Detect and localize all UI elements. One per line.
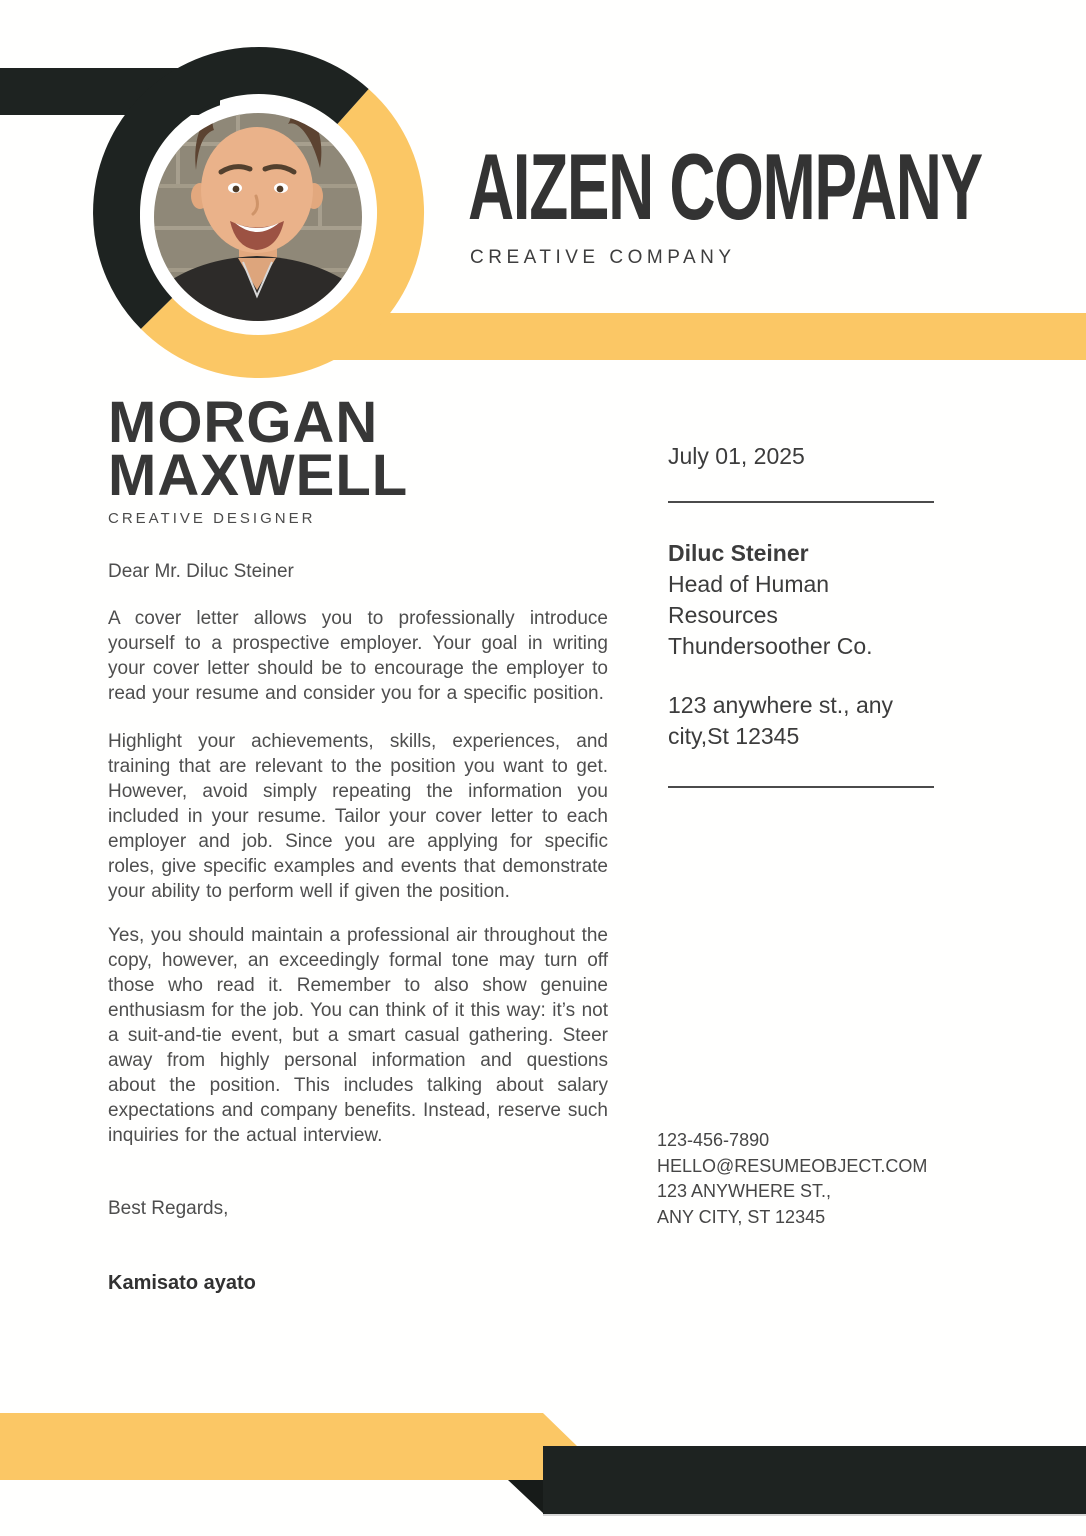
letter-paragraph-3: Yes, you should maintain a professional air throughout the copy, however, an exceedingly formal tone may turn off those who read it. Remember to also show genuine enthusiasm for the job. You can think of it this way: it’s not a suit-and-tie event, but a smart casual gathering. Steer away from highly personal information and questions about the position. This includes talking about salary expectations and company benefits. Instead, reserve such inquiries for the actual interview. bbox=[108, 925, 608, 1146]
recipient-company: Thundersoother Co. bbox=[668, 633, 873, 659]
sender-role: CREATIVE DESIGNER bbox=[108, 510, 316, 527]
contact-address-line2: ANY CITY, ST 12345 bbox=[657, 1206, 826, 1227]
contact-email: HELLO@RESUMEOBJECT.COM bbox=[657, 1155, 928, 1176]
header-yellow-band bbox=[320, 313, 1086, 360]
recipient-name: Diluc Steiner bbox=[668, 540, 809, 566]
bottom-ribbon-decoration bbox=[0, 1408, 1086, 1536]
signature-name: Kamisato ayato bbox=[108, 1272, 256, 1294]
divider-line-top bbox=[668, 501, 934, 503]
letter-paragraph-2: Highlight your achievements, skills, experiences, and training that are relevant to the position you want to get. However, avoid simply repeating the information you included in your resume. Tailor your cover letter to each employer and job. Since you are applying for specific roles, give specific examples and events that demonstrate your ability to perform well if given the position. bbox=[108, 731, 608, 902]
letter-date: July 01, 2025 bbox=[668, 443, 805, 469]
bottom-band-shadow bbox=[543, 1514, 1086, 1516]
contact-phone: 123-456-7890 bbox=[657, 1130, 770, 1150]
divider-line-bottom bbox=[668, 786, 934, 788]
recipient-address: 123 anywhere st., any city,St 12345 bbox=[668, 692, 894, 749]
sender-name: MORGAN MAXWELL bbox=[108, 390, 409, 508]
salutation: Dear Mr. Diluc Steiner bbox=[108, 561, 294, 582]
company-name: AIZEN COMPANY bbox=[468, 134, 982, 239]
recipient-block bbox=[668, 538, 914, 662]
recipient-title: Head of Human Resources bbox=[668, 571, 830, 628]
company-tagline: CREATIVE COMPANY bbox=[470, 247, 736, 268]
contact-address-line1: 123 ANYWHERE ST., bbox=[657, 1181, 832, 1201]
bottom-yellow-band bbox=[0, 1413, 543, 1480]
bottom-yellow-tip bbox=[543, 1413, 578, 1447]
letter-paragraph-1: A cover letter allows you to professionally introduce yourself to a prospective employer. Your goal in writing your cover letter should be to encourage the employer to read your resume and consider you for a specific position. bbox=[108, 608, 608, 704]
bottom-fold-triangle bbox=[508, 1480, 543, 1513]
bottom-black-band bbox=[543, 1446, 1086, 1514]
closing: Best Regards, bbox=[108, 1198, 229, 1219]
contact-block bbox=[657, 1128, 927, 1230]
